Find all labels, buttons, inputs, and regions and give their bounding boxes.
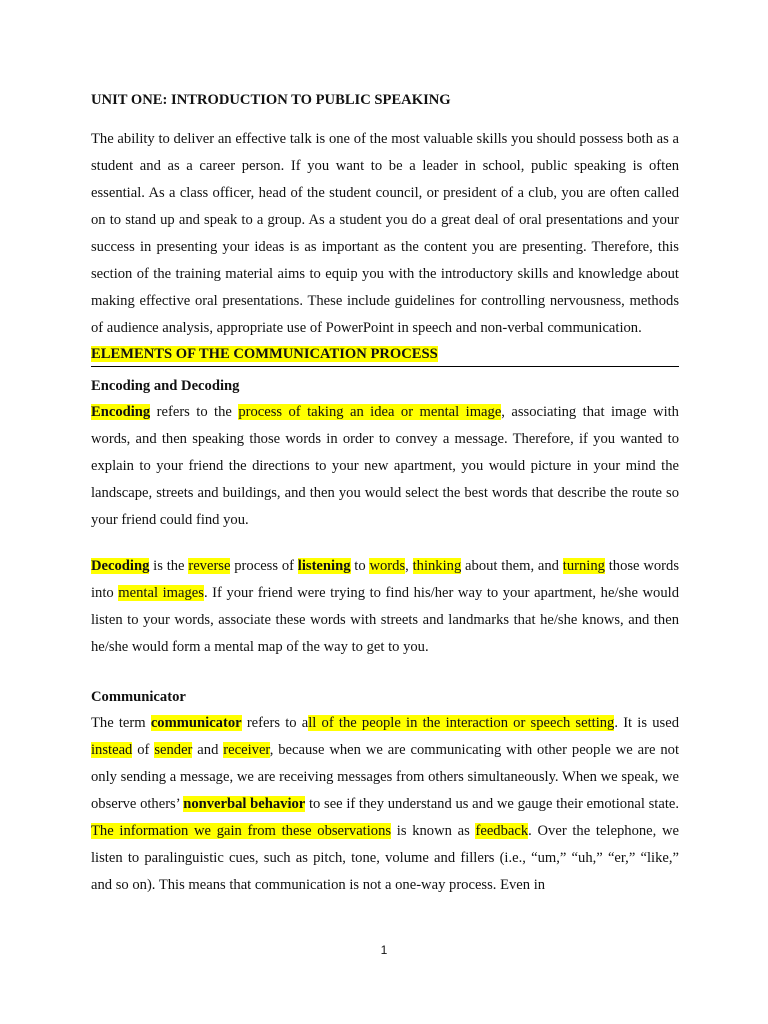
- highlight-run: nonverbal behavior: [183, 795, 306, 812]
- text-run: about them, and: [461, 557, 563, 574]
- paragraph-spacer: [91, 661, 679, 678]
- text-run: refers to the: [150, 403, 239, 420]
- highlight-run: communicator: [150, 714, 242, 731]
- highlight-run: receiver: [223, 741, 270, 758]
- text-run: . Over the telephone, we listen to paralinguistic cues, such as pitch, tone, volume and fillers (i.e., “um,” “uh,” “er,” “like,” and so on). This means that communication is not a one-way process. Even in: [91, 822, 679, 893]
- highlight-run: instead: [91, 741, 133, 758]
- encoding-heading: Encoding and Decoding: [91, 377, 240, 394]
- text-run: of: [132, 741, 155, 758]
- communicator-paragraph: [91, 710, 679, 899]
- unit-title: UNIT ONE: INTRODUCTION TO PUBLIC SPEAKING: [91, 92, 451, 108]
- highlight-run: thinking: [412, 557, 462, 574]
- decoding-term: Decoding: [91, 557, 150, 574]
- highlight-run: ll of the people in the interaction or speech setting: [308, 714, 615, 731]
- highlight-run: process of taking an idea or mental image: [238, 403, 502, 420]
- text-run: to see if they understand us and we gauge their emotional state.: [305, 795, 680, 812]
- text-run: ,: [405, 557, 413, 574]
- highlight-run: turning: [562, 557, 605, 574]
- text-run: , associating that image with words, and then speaking those words in order to convey a message. Therefore, if you wanted to explain to your friend the directions to your new apartment, you would picture in your mind the landscape, streets and buildings, and then you would select the best words that describe the route so your friend could find you.: [91, 403, 679, 528]
- text-run: . It is used: [614, 714, 679, 731]
- communicator-heading: Communicator: [91, 688, 186, 705]
- encoding-term: Encoding: [91, 403, 151, 420]
- text-run: is known as: [391, 822, 476, 839]
- document-body: [91, 87, 679, 899]
- highlight-run: sender: [154, 741, 193, 758]
- highlight-run: feedback: [475, 822, 529, 839]
- highlight-run: reverse: [188, 557, 231, 574]
- page-number: 1: [380, 943, 388, 957]
- text-run: process of: [230, 557, 298, 574]
- text-run: , because when we are communicating with other people we are not only sending a message, we are receiving messages from others simultaneously. When we speak, we observe others’: [91, 741, 679, 812]
- text-run: The term: [91, 714, 151, 731]
- text-run: those words into: [91, 557, 680, 601]
- section-title: [91, 342, 679, 367]
- text-run: refers to a: [241, 714, 309, 731]
- highlight-run: mental images: [118, 584, 204, 601]
- section-title-highlight: ELEMENTS OF THE COMMUNICATION PROCESS: [91, 345, 438, 362]
- text-run: and: [192, 741, 224, 758]
- highlight-run: words: [369, 557, 406, 574]
- text-run: is the: [149, 557, 189, 574]
- highlight-run: listening: [297, 557, 351, 574]
- highlight-run: The information we gain from these observations: [91, 822, 392, 839]
- text-run: . If your friend were trying to find his/her way to your apartment, he/she would listen to your words, associate these words with streets and landmarks that he/she knows, and then he/she would form a mental map of the way to get to you.: [91, 584, 680, 655]
- encoding-paragraph: [91, 399, 679, 534]
- text-run: to: [350, 557, 370, 574]
- paragraph-spacer: [91, 534, 679, 553]
- intro-paragraph: The ability to deliver an effective talk is one of the most valuable skills you should possess both as a student and as a career person. If you want to be a leader in school, public speaking is often essential. As a class officer, head of the student council, or president of a club, you are often called on to stand up and speak to a group. As a student you do a great deal of oral presentations and your success in presenting your ideas is as important as the content you are presenting. Therefore, this section of the training material aims to equip you with the introductory skills and knowledge about making effective oral presentations. These include guidelines for controlling nervousness, methods of audience analysis, appropriate use of PowerPoint in speech and non-verbal communication.: [91, 130, 679, 336]
- decoding-paragraph: [91, 553, 679, 661]
